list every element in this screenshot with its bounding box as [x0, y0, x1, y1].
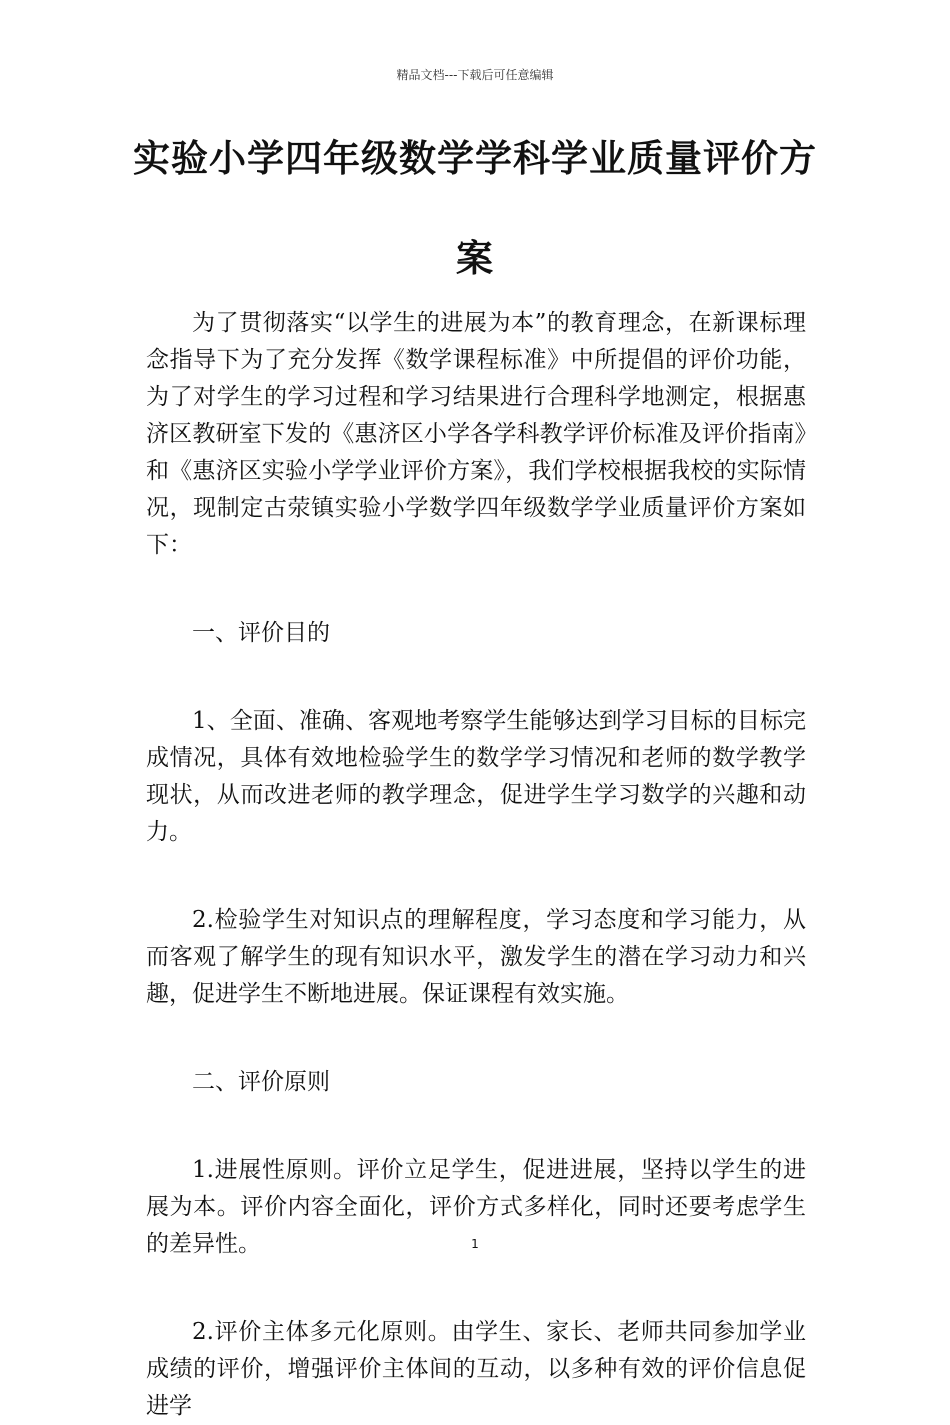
document-body	[146, 305, 806, 1425]
document-title-line2: 案	[456, 237, 494, 280]
page-header: 精品文档---下载后可任意编辑	[396, 68, 554, 82]
document-title-line1: 实验小学四年级数学学科学业质量评价方	[133, 137, 817, 180]
section-heading-purpose: 一、评价目的	[192, 620, 330, 646]
purpose-paragraph-1: 1、全面、准确、客观地考察学生能够达到学习目标的目标完成情况，具体有效地检验学生的数学学习情况和老师的数学教学现状，从而改进老师的教学理念，促进学生学习数学的兴趣和动力。	[146, 708, 806, 845]
page-number: 1	[471, 1237, 479, 1251]
principle-paragraph-2: 2.评价主体多元化原则。由学生、家长、老师共同参加学业成绩的评价，增强评价主体间的互动，以多种有效的评价信息促进学	[146, 1319, 806, 1419]
section-heading-principles: 二、评价原则	[192, 1069, 330, 1095]
intro-paragraph: 为了贯彻落实“以学生的进展为本”的教育理念，在新课标理念指导下为了充分发挥《数学课程标准》中所提倡的评价功能，为了对学生的学习过程和学习结果进行合理科学地测定，根据惠济区教研室下发的《惠济区小学各学科教学评价标准及评价指南》和《惠济区实验小学学业评价方案》，我们学校根据我校的实际情况，现制定古荥镇实验小学数学四年级数学学业质量评价方案如下：	[146, 310, 806, 558]
purpose-paragraph-2: 2.检验学生对知识点的理解程度，学习态度和学习能力，从而客观了解学生的现有知识水平，激发学生的潜在学习动力和兴趣，促进学生不断地进展。保证课程有效实施。	[146, 907, 806, 1007]
principle-paragraph-1: 1.进展性原则。评价立足学生，促进进展，坚持以学生的进展为本。评价内容全面化，评价方式多样化，同时还要考虑学生的差异性。	[146, 1157, 806, 1257]
